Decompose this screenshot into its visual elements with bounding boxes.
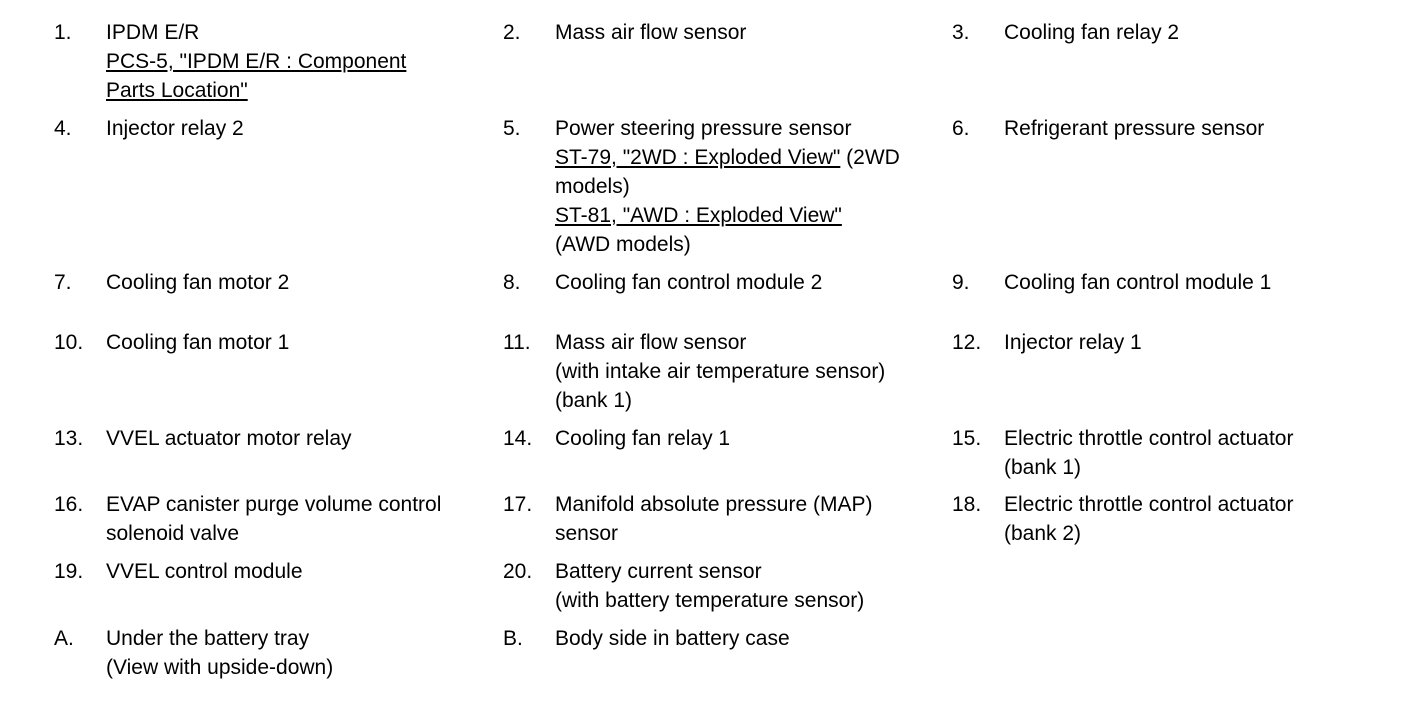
legend-item-empty — [952, 557, 1394, 624]
item-label: Cooling fan control module 2 — [555, 271, 823, 294]
legend-item-1 — [54, 18, 503, 114]
ref-link-pcs-5[interactable]: PCS-5, "IPDM E/R : Component — [106, 50, 407, 73]
item-number: 17. — [503, 493, 533, 516]
item-label: EVAP canister purge volume control — [106, 493, 442, 516]
item-label: Manifold absolute pressure (MAP) — [555, 493, 873, 516]
legend-item-3 — [952, 18, 1394, 114]
legend-item-16 — [54, 490, 503, 557]
item-number: 10. — [54, 331, 84, 354]
item-number: 3. — [952, 21, 970, 44]
item-label: Mass air flow sensor — [555, 21, 747, 44]
item-number: 13. — [54, 427, 84, 450]
item-number: 14. — [503, 427, 533, 450]
item-label: Injector relay 1 — [1004, 331, 1142, 354]
item-number: 16. — [54, 493, 84, 516]
item-label: VVEL actuator motor relay — [106, 427, 352, 450]
ref-link-st-81[interactable]: ST-81, "AWD : Exploded View" — [555, 204, 842, 227]
legend-item-b — [503, 624, 952, 682]
item-label: Under the battery tray — [106, 627, 310, 650]
item-label: Electric throttle control actuator — [1004, 493, 1294, 516]
item-number: 5. — [503, 117, 521, 140]
item-number: 7. — [54, 271, 72, 294]
legend-item-11 — [503, 328, 952, 424]
parts-legend — [54, 18, 1394, 682]
item-number: 11. — [503, 331, 531, 354]
legend-item-18 — [952, 490, 1394, 557]
item-label-line-2: sensor — [555, 522, 619, 545]
item-label: VVEL control module — [106, 560, 303, 583]
item-number: 1. — [54, 21, 72, 44]
item-label: Injector relay 2 — [106, 117, 244, 140]
legend-item-17 — [503, 490, 952, 557]
item-number: 9. — [952, 271, 970, 294]
item-number: 19. — [54, 560, 84, 583]
link-note: (AWD models) — [555, 233, 691, 256]
item-letter: B. — [503, 627, 523, 650]
ref-link-pcs-5-cont[interactable]: Parts Location" — [106, 79, 248, 102]
legend-item-7 — [54, 268, 503, 328]
item-label-line-2: (bank 1) — [1004, 456, 1082, 479]
item-label: IPDM E/R — [106, 21, 200, 44]
link-suffix: (2WD — [840, 146, 900, 169]
item-label: Refrigerant pressure sensor — [1004, 117, 1265, 140]
item-label: Cooling fan motor 1 — [106, 331, 290, 354]
item-label: Mass air flow sensor — [555, 331, 747, 354]
legend-item-4 — [54, 114, 503, 268]
legend-item-19 — [54, 557, 503, 624]
legend-item-9 — [952, 268, 1394, 328]
item-label-line-2: solenoid valve — [106, 522, 240, 545]
legend-item-empty — [952, 624, 1394, 682]
item-label: Cooling fan relay 1 — [555, 427, 731, 450]
legend-item-12 — [952, 328, 1394, 424]
item-label: Body side in battery case — [555, 627, 790, 650]
item-number: 12. — [952, 331, 982, 354]
legend-item-20 — [503, 557, 952, 624]
ref-link-st-79[interactable]: ST-79, "2WD : Exploded View" — [555, 146, 841, 169]
item-letter: A. — [54, 627, 74, 650]
legend-item-6 — [952, 114, 1394, 268]
item-number: 6. — [952, 117, 970, 140]
legend-item-2 — [503, 18, 952, 114]
item-label: Cooling fan motor 2 — [106, 271, 290, 294]
item-label-line-2: (with intake air temperature sensor) — [555, 360, 886, 383]
item-label-line-2: (View with upside-down) — [106, 656, 334, 679]
item-label-line-3: (bank 1) — [555, 389, 633, 412]
item-label-line-2: (bank 2) — [1004, 522, 1082, 545]
item-number: 8. — [503, 271, 521, 294]
item-label: Cooling fan control module 1 — [1004, 271, 1272, 294]
item-label: Electric throttle control actuator — [1004, 427, 1294, 450]
item-number: 18. — [952, 493, 982, 516]
legend-item-5 — [503, 114, 952, 268]
legend-item-13 — [54, 424, 503, 490]
link-note: models) — [555, 175, 630, 198]
legend-item-14 — [503, 424, 952, 490]
item-number: 4. — [54, 117, 72, 140]
item-number: 15. — [952, 427, 982, 450]
legend-item-10 — [54, 328, 503, 424]
item-label: Power steering pressure sensor — [555, 117, 852, 140]
item-number: 20. — [503, 560, 533, 583]
item-number: 2. — [503, 21, 521, 44]
legend-item-a — [54, 624, 503, 682]
legend-item-15 — [952, 424, 1394, 490]
legend-item-8 — [503, 268, 952, 328]
item-label-line-2: (with battery temperature sensor) — [555, 589, 865, 612]
item-label: Cooling fan relay 2 — [1004, 21, 1180, 44]
item-label: Battery current sensor — [555, 560, 762, 583]
